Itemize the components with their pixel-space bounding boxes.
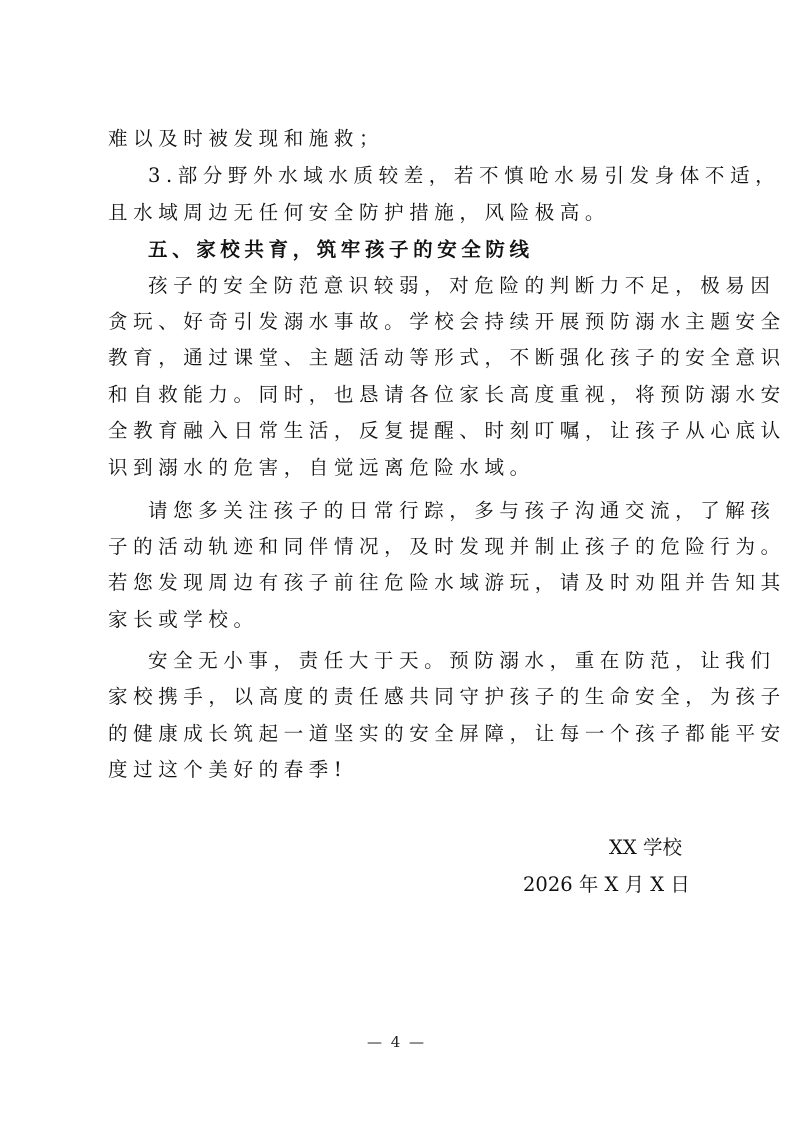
text-line: 贪玩、好奇引发溺水事故。学校会持续开展预防溺水主题安全 [108, 310, 786, 333]
text-line: 请您多关注孩子的日常行踪，多与孩子沟通交流，了解孩 [148, 499, 776, 522]
text-line: 且水域周边无任何安全防护措施，风险极高。 [108, 201, 611, 224]
text-line: 教育，通过课堂、主题活动等形式，不断强化孩子的安全意识 [108, 346, 786, 369]
text-line: 和自救能力。同时，也恳请各位家长高度重视，将预防溺水安 [108, 383, 786, 406]
text-line: 度过这个美好的春季! [108, 758, 348, 781]
text-line: 子的活动轨迹和同伴情况，及时发现并制止孩子的危险行为。 [108, 535, 786, 558]
text-line: 3.部分野外水域水质较差，若不慎呛水易引发身体不适， [148, 164, 781, 187]
text-line: 的健康成长筑起一道坚实的安全屏障，让每一个孩子都能平安 [108, 722, 786, 745]
text-line: 孩子的安全防范意识较弱，对危险的判断力不足，极易因 [148, 274, 776, 297]
text-line: 难以及时被发现和施救； [108, 127, 385, 150]
text-line: 安全无小事，责任大于天。预防溺水，重在防范，让我们 [148, 649, 776, 672]
signature-school: XX 学校 [609, 836, 682, 859]
text-line: 家长或学校。 [108, 608, 259, 631]
text-line: 若您发现周边有孩子前往危险水域游玩，请及时劝阻并告知其 [108, 571, 786, 594]
text-line: 识到溺水的危害，自觉远离危险水域。 [108, 456, 535, 479]
text-line: 家校携手，以高度的责任感共同守护孩子的生命安全，为孩子 [108, 685, 786, 708]
signature-date: 2026 年 X 月 X 日 [523, 873, 690, 896]
section-heading: 五、家校共育，筑牢孩子的安全防线 [148, 238, 534, 261]
text-line: 全教育融入日常生活，反复提醒、时刻叮嘱，让孩子从心底认 [108, 419, 786, 442]
page-number: — 4 — [366, 1033, 427, 1051]
